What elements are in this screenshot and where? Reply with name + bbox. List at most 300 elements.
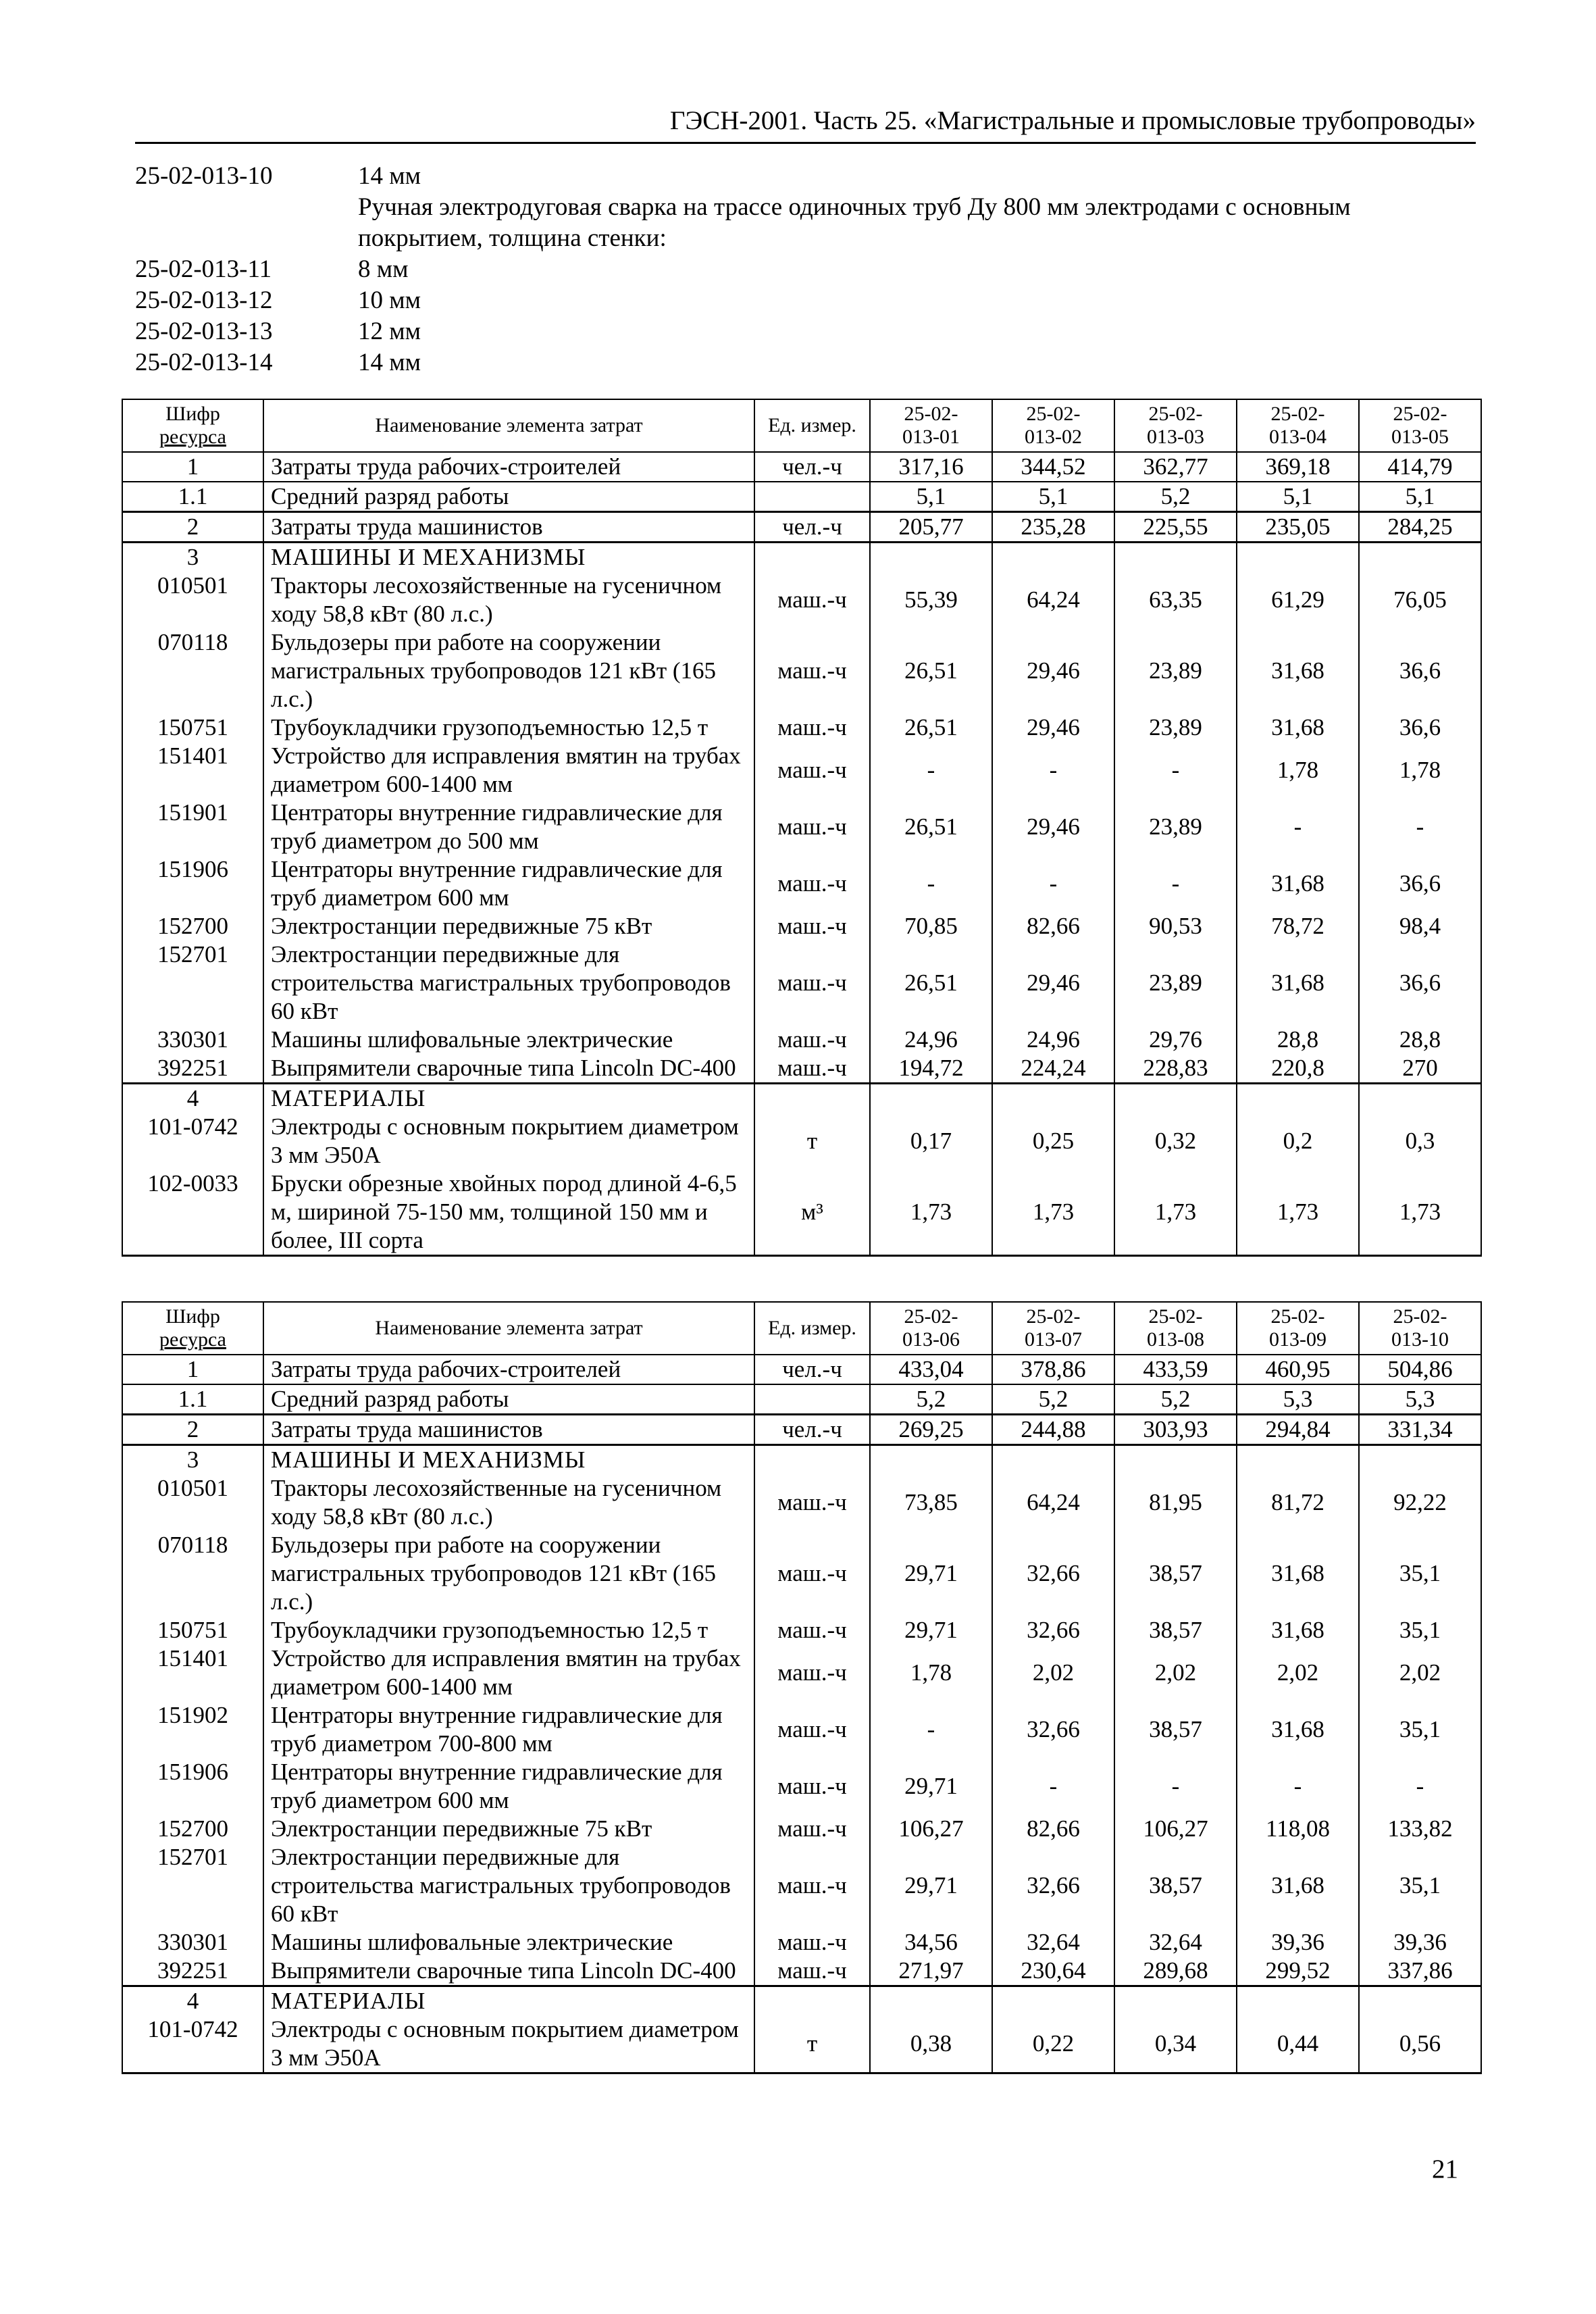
value-cell: 504,86	[1359, 1355, 1481, 1384]
value-cell: -	[870, 742, 992, 799]
header-name-cell: Наименование элемента затрат	[263, 1302, 754, 1355]
resource-table-1	[122, 399, 1482, 1257]
resource-code-cell: 070118	[122, 1531, 263, 1616]
value-cell: 31,68	[1237, 1843, 1359, 1928]
unit-cell: маш.-ч	[754, 1701, 870, 1758]
header-rate-line1: 25-02-	[1270, 1305, 1325, 1328]
resource-name-cell: Машины шлифовальные электрические	[263, 1026, 754, 1054]
value-cell: 64,24	[992, 1474, 1114, 1531]
value-cell: 230,64	[992, 1957, 1114, 1986]
table-row	[122, 940, 1481, 1026]
resource-code-cell: 330301	[122, 1928, 263, 1957]
header-rate-cell	[1359, 399, 1481, 452]
resource-code-cell: 010501	[122, 572, 263, 628]
value-cell: 31,68	[1237, 628, 1359, 713]
intro-text: 10 мм	[358, 286, 421, 314]
intro-code: 25-02-013-14	[135, 349, 273, 376]
value-cell: 1,73	[870, 1169, 992, 1256]
value-cell: 5,2	[1114, 482, 1237, 512]
value-cell: 220,8	[1237, 1054, 1359, 1084]
table-row	[122, 1616, 1481, 1644]
value-cell: 36,6	[1359, 940, 1481, 1026]
value-cell: 0,56	[1359, 2015, 1481, 2073]
table-row	[122, 1445, 1481, 1475]
value-cell: 5,2	[870, 1384, 992, 1415]
value-cell	[1237, 543, 1359, 572]
header-rate-cell	[1114, 1302, 1237, 1355]
table-row	[122, 912, 1481, 940]
header-name-cell: Наименование элемента затрат	[263, 399, 754, 452]
header-rate-cell	[992, 1302, 1114, 1355]
table-row	[122, 1113, 1481, 1169]
value-cell: 70,85	[870, 912, 992, 940]
resource-name-cell: Устройство для исправления вмятин на трубах диаметром 600-1400 мм	[263, 1644, 754, 1701]
value-cell: 35,1	[1359, 1843, 1481, 1928]
table-row	[122, 543, 1481, 572]
value-cell: 26,51	[870, 713, 992, 742]
header-rate-cell	[1237, 1302, 1359, 1355]
table-header-row	[122, 1302, 1481, 1355]
group-title-cell: МАТЕРИАЛЫ	[263, 1084, 754, 1113]
value-cell: 1,73	[1237, 1169, 1359, 1256]
unit-cell	[754, 1986, 870, 2016]
value-cell: 78,72	[1237, 912, 1359, 940]
value-cell: 433,59	[1114, 1355, 1237, 1384]
intro-text: Ручная электродуговая сварка на трассе одиночных труб Ду 800 мм электродами с основным покрытием, толщина стенки:	[358, 193, 1351, 252]
value-cell	[1114, 1445, 1237, 1475]
header-rate-line2: 013-02	[1025, 426, 1082, 448]
value-cell: 82,66	[992, 1815, 1114, 1843]
resource-code-cell: 4	[122, 1986, 263, 2016]
unit-cell: маш.-ч	[754, 1474, 870, 1531]
value-cell: 284,25	[1359, 512, 1481, 543]
resource-name-cell: Электростанции передвижные 75 кВт	[263, 1815, 754, 1843]
table-row	[122, 1758, 1481, 1815]
unit-cell: т	[754, 2015, 870, 2073]
value-cell: 0,38	[870, 2015, 992, 2073]
value-cell: -	[1237, 799, 1359, 855]
unit-cell: маш.-ч	[754, 855, 870, 912]
value-cell: -	[992, 1758, 1114, 1815]
unit-cell: маш.-ч	[754, 1758, 870, 1815]
resource-code-cell: 150751	[122, 713, 263, 742]
value-cell: 61,29	[1237, 572, 1359, 628]
value-cell: 38,57	[1114, 1616, 1237, 1644]
table-row	[122, 742, 1481, 799]
resource-code-cell: 151902	[122, 1701, 263, 1758]
unit-cell	[754, 543, 870, 572]
table-row	[122, 1928, 1481, 1957]
value-cell: 29,46	[992, 628, 1114, 713]
unit-cell: чел.-ч	[754, 1355, 870, 1384]
value-cell: 0,32	[1114, 1113, 1237, 1169]
resource-code-cell: 392251	[122, 1054, 263, 1084]
resource-table-2	[122, 1301, 1482, 2074]
value-cell	[1359, 1445, 1481, 1475]
value-cell	[992, 1084, 1114, 1113]
value-cell: 63,35	[1114, 572, 1237, 628]
unit-cell: маш.-ч	[754, 1957, 870, 1986]
value-cell: 269,25	[870, 1415, 992, 1445]
value-cell: 34,56	[870, 1928, 992, 1957]
resource-name-cell: Центраторы внутренние гидравлические для труб диаметром 600 мм	[263, 855, 754, 912]
header-code-line2: ресурса	[159, 1328, 226, 1351]
value-cell: 23,89	[1114, 628, 1237, 713]
resource-name-cell: Тракторы лесохозяйственные на гусеничном ходу 58,8 кВт (80 л.с.)	[263, 572, 754, 628]
table-row	[122, 512, 1481, 543]
value-cell: 299,52	[1237, 1957, 1359, 1986]
value-cell: 26,51	[870, 799, 992, 855]
resource-name-cell: Средний разряд работы	[263, 482, 754, 512]
value-cell: 118,08	[1237, 1815, 1359, 1843]
value-cell: 414,79	[1359, 452, 1481, 482]
value-cell: 289,68	[1114, 1957, 1237, 1986]
value-cell: 1,73	[992, 1169, 1114, 1256]
resource-name-cell: Электростанции передвижные для строительства магистральных трубопроводов 60 кВт	[263, 940, 754, 1026]
value-cell: 460,95	[1237, 1355, 1359, 1384]
value-cell: 0,17	[870, 1113, 992, 1169]
value-cell: 55,39	[870, 572, 992, 628]
value-cell: 38,57	[1114, 1531, 1237, 1616]
value-cell	[1114, 1986, 1237, 2016]
table-row	[122, 1169, 1481, 1256]
value-cell: 98,4	[1359, 912, 1481, 940]
header-code-cell	[122, 1302, 263, 1355]
unit-cell: маш.-ч	[754, 1616, 870, 1644]
value-cell: 82,66	[992, 912, 1114, 940]
table-row	[122, 1701, 1481, 1758]
value-cell: -	[870, 1701, 992, 1758]
resource-name-cell: Устройство для исправления вмятин на трубах диаметром 600-1400 мм	[263, 742, 754, 799]
resource-code-cell: 4	[122, 1084, 263, 1113]
table-row	[122, 1531, 1481, 1616]
value-cell: 270	[1359, 1054, 1481, 1084]
header-rate-line1: 25-02-	[1148, 1305, 1203, 1328]
header-rate-line2: 013-08	[1147, 1328, 1204, 1351]
value-cell: 23,89	[1114, 940, 1237, 1026]
header-rate-cell	[870, 1302, 992, 1355]
unit-cell: маш.-ч	[754, 572, 870, 628]
value-cell: 35,1	[1359, 1531, 1481, 1616]
unit-cell: маш.-ч	[754, 1815, 870, 1843]
resource-name-cell: Бульдозеры при работе на сооружении магистральных трубопроводов 121 кВт (165 л.с.)	[263, 1531, 754, 1616]
value-cell: 29,46	[992, 713, 1114, 742]
intro-text: 14 мм	[358, 162, 421, 190]
resource-code-cell: 3	[122, 1445, 263, 1475]
resource-code-cell: 151901	[122, 799, 263, 855]
resource-code-cell: 152701	[122, 940, 263, 1026]
value-cell: 0,22	[992, 2015, 1114, 2073]
value-cell: 303,93	[1114, 1415, 1237, 1445]
page-header-title: ГЭСН-2001. Часть 25. «Магистральные и промысловые трубопроводы»	[669, 106, 1476, 135]
table-row	[122, 1957, 1481, 1986]
value-cell: 369,18	[1237, 452, 1359, 482]
table-row	[122, 1986, 1481, 2016]
value-cell	[1237, 1445, 1359, 1475]
resource-code-cell: 151401	[122, 1644, 263, 1701]
value-cell: 64,24	[992, 572, 1114, 628]
value-cell: 5,3	[1359, 1384, 1481, 1415]
table-row	[122, 1026, 1481, 1054]
resource-code-cell: 1.1	[122, 1384, 263, 1415]
intro-text: 8 мм	[358, 255, 409, 283]
header-rate-line1: 25-02-	[1393, 403, 1447, 425]
resource-code-cell: 152701	[122, 1843, 263, 1928]
header-code-line2: ресурса	[159, 426, 226, 448]
value-cell: 106,27	[1114, 1815, 1237, 1843]
table-row	[122, 572, 1481, 628]
unit-cell: маш.-ч	[754, 1843, 870, 1928]
value-cell: 1,78	[1359, 742, 1481, 799]
table-row	[122, 1474, 1481, 1531]
value-cell: 23,89	[1114, 713, 1237, 742]
header-rate-line1: 25-02-	[904, 403, 958, 425]
value-cell: 32,66	[992, 1616, 1114, 1644]
unit-cell: чел.-ч	[754, 452, 870, 482]
value-cell: 362,77	[1114, 452, 1237, 482]
value-cell: 38,57	[1114, 1843, 1237, 1928]
value-cell: 337,86	[1359, 1957, 1481, 1986]
header-rate-line1: 25-02-	[1393, 1305, 1447, 1328]
table-row	[122, 1384, 1481, 1415]
resource-code-cell: 1	[122, 452, 263, 482]
unit-cell: чел.-ч	[754, 512, 870, 543]
value-cell: 0,2	[1237, 1113, 1359, 1169]
header-rate-cell	[992, 399, 1114, 452]
table-row	[122, 2015, 1481, 2073]
header-rate-line1: 25-02-	[1026, 1305, 1081, 1328]
value-cell: 26,51	[870, 940, 992, 1026]
header-rate-line2: 013-07	[1025, 1328, 1082, 1351]
value-cell: 2,02	[1114, 1644, 1237, 1701]
unit-cell: маш.-ч	[754, 940, 870, 1026]
header-code-line1: Шифр	[165, 1305, 220, 1328]
group-title-cell: МАШИНЫ И МЕХАНИЗМЫ	[263, 543, 754, 572]
resource-name-cell: Центраторы внутренние гидравлические для труб диаметром 700-800 мм	[263, 1701, 754, 1758]
unit-cell: маш.-ч	[754, 1054, 870, 1084]
header-rate-line2: 013-06	[902, 1328, 960, 1351]
value-cell: 133,82	[1359, 1815, 1481, 1843]
value-cell: 224,24	[992, 1054, 1114, 1084]
value-cell: 92,22	[1359, 1474, 1481, 1531]
value-cell: 39,36	[1237, 1928, 1359, 1957]
unit-cell	[754, 1384, 870, 1415]
table-header-row	[122, 399, 1481, 452]
value-cell: 32,66	[992, 1531, 1114, 1616]
value-cell: -	[870, 855, 992, 912]
intro-row	[135, 192, 1479, 254]
value-cell: 205,77	[870, 512, 992, 543]
value-cell: 32,64	[992, 1928, 1114, 1957]
group-title-cell: МАШИНЫ И МЕХАНИЗМЫ	[263, 1445, 754, 1475]
resource-name-cell: Трубоукладчики грузоподъемностью 12,5 т	[263, 1616, 754, 1644]
header-rate-cell	[1114, 399, 1237, 452]
unit-cell	[754, 1445, 870, 1475]
value-cell	[1114, 1084, 1237, 1113]
resource-name-cell: Бульдозеры при работе на сооружении магистральных трубопроводов 121 кВт (165 л.с.)	[263, 628, 754, 713]
resource-name-cell: Электростанции передвижные 75 кВт	[263, 912, 754, 940]
header-code-cell	[122, 399, 263, 452]
intro-row	[135, 254, 1479, 285]
resource-code-cell: 070118	[122, 628, 263, 713]
resource-code-cell: 102-0033	[122, 1169, 263, 1256]
resource-name-cell: Тракторы лесохозяйственные на гусеничном ходу 58,8 кВт (80 л.с.)	[263, 1474, 754, 1531]
resource-code-cell: 1	[122, 1355, 263, 1384]
resource-name-cell: Бруски обрезные хвойных пород длиной 4-6,5 м, шириной 75-150 мм, толщиной 150 мм и более, III сорта	[263, 1169, 754, 1256]
unit-cell: маш.-ч	[754, 1531, 870, 1616]
resource-code-cell: 1.1	[122, 482, 263, 512]
value-cell: 73,85	[870, 1474, 992, 1531]
value-cell: 32,66	[992, 1701, 1114, 1758]
value-cell: -	[1114, 742, 1237, 799]
value-cell: 244,88	[992, 1415, 1114, 1445]
value-cell: -	[992, 742, 1114, 799]
table-row	[122, 482, 1481, 512]
page-header	[135, 101, 1476, 144]
resource-code-cell: 151401	[122, 742, 263, 799]
value-cell	[1114, 543, 1237, 572]
value-cell: 0,34	[1114, 2015, 1237, 2073]
resource-code-cell: 151906	[122, 1758, 263, 1815]
resource-name-cell: Затраты труда машинистов	[263, 512, 754, 543]
value-cell: 31,68	[1237, 855, 1359, 912]
value-cell: 0,44	[1237, 2015, 1359, 2073]
intro-code	[135, 192, 358, 254]
value-cell	[1359, 1084, 1481, 1113]
resource-code-cell: 101-0742	[122, 1113, 263, 1169]
intro-row	[135, 347, 1479, 378]
header-rate-cell	[870, 399, 992, 452]
value-cell: 28,8	[1237, 1026, 1359, 1054]
value-cell: 5,1	[1359, 482, 1481, 512]
value-cell: 29,46	[992, 799, 1114, 855]
resource-name-cell: Электроды с основным покрытием диаметром 3 мм Э50А	[263, 2015, 754, 2073]
header-unit-cell: Ед. измер.	[754, 1302, 870, 1355]
value-cell: -	[1114, 855, 1237, 912]
value-cell: 90,53	[1114, 912, 1237, 940]
unit-cell: маш.-ч	[754, 1928, 870, 1957]
value-cell: 29,71	[870, 1843, 992, 1928]
value-cell	[1359, 1986, 1481, 2016]
unit-cell: чел.-ч	[754, 1415, 870, 1445]
table-row	[122, 855, 1481, 912]
unit-cell: маш.-ч	[754, 713, 870, 742]
value-cell: 26,51	[870, 628, 992, 713]
value-cell	[1237, 1084, 1359, 1113]
resource-name-cell: Средний разряд работы	[263, 1384, 754, 1415]
value-cell: 38,57	[1114, 1701, 1237, 1758]
intro-row	[135, 161, 1479, 192]
value-cell: 1,73	[1359, 1169, 1481, 1256]
value-cell: 5,1	[870, 482, 992, 512]
value-cell: 344,52	[992, 452, 1114, 482]
value-cell: 225,55	[1114, 512, 1237, 543]
intro-code: 25-02-013-13	[135, 318, 273, 345]
value-cell: 0,3	[1359, 1113, 1481, 1169]
value-cell: 76,05	[1359, 572, 1481, 628]
header-rate-line2: 013-10	[1391, 1328, 1449, 1351]
resource-code-cell: 2	[122, 512, 263, 543]
value-cell: 317,16	[870, 452, 992, 482]
header-rate-line2: 013-05	[1391, 426, 1449, 448]
value-cell: -	[1114, 1758, 1237, 1815]
unit-cell	[754, 482, 870, 512]
value-cell: 433,04	[870, 1355, 992, 1384]
value-cell	[870, 543, 992, 572]
value-cell: 31,68	[1237, 940, 1359, 1026]
unit-cell	[754, 1084, 870, 1113]
value-cell: 228,83	[1114, 1054, 1237, 1084]
value-cell: 31,68	[1237, 1531, 1359, 1616]
value-cell	[1359, 543, 1481, 572]
value-cell: 29,71	[870, 1531, 992, 1616]
header-rate-line2: 013-03	[1147, 426, 1204, 448]
value-cell: 5,2	[1114, 1384, 1237, 1415]
header-rate-line2: 013-01	[902, 426, 960, 448]
value-cell: 81,95	[1114, 1474, 1237, 1531]
value-cell: 331,34	[1359, 1415, 1481, 1445]
header-rate-line1: 25-02-	[1148, 403, 1203, 425]
resource-name-cell: Выпрямители сварочные типа Lincoln DC-400	[263, 1957, 754, 1986]
value-cell: 1,73	[1114, 1169, 1237, 1256]
value-cell: 23,89	[1114, 799, 1237, 855]
value-cell: 1,78	[870, 1644, 992, 1701]
resource-name-cell: Электроды с основным покрытием диаметром 3 мм Э50А	[263, 1113, 754, 1169]
value-cell: 36,6	[1359, 713, 1481, 742]
unit-cell: маш.-ч	[754, 1026, 870, 1054]
value-cell: 271,97	[870, 1957, 992, 1986]
intro-code: 25-02-013-12	[135, 286, 273, 314]
table-row	[122, 628, 1481, 713]
header-rate-cell	[1237, 399, 1359, 452]
value-cell: 39,36	[1359, 1928, 1481, 1957]
value-cell: 0,25	[992, 1113, 1114, 1169]
unit-cell: м³	[754, 1169, 870, 1256]
intro-block	[135, 161, 1479, 378]
value-cell: 31,68	[1237, 713, 1359, 742]
value-cell: 35,1	[1359, 1701, 1481, 1758]
intro-row	[135, 316, 1479, 347]
resource-code-cell: 010501	[122, 1474, 263, 1531]
value-cell: 24,96	[992, 1026, 1114, 1054]
value-cell: 28,8	[1359, 1026, 1481, 1054]
unit-cell: т	[754, 1113, 870, 1169]
intro-code: 25-02-013-11	[135, 255, 272, 283]
value-cell: 5,2	[992, 1384, 1114, 1415]
value-cell: 36,6	[1359, 628, 1481, 713]
table-row	[122, 1355, 1481, 1384]
value-cell: -	[1237, 1758, 1359, 1815]
value-cell: 2,02	[1359, 1644, 1481, 1701]
value-cell: 294,84	[1237, 1415, 1359, 1445]
value-cell: -	[992, 855, 1114, 912]
intro-row	[135, 285, 1479, 316]
header-rate-line1: 25-02-	[1026, 403, 1081, 425]
value-cell: 5,1	[992, 482, 1114, 512]
unit-cell: маш.-ч	[754, 1644, 870, 1701]
header-rate-line2: 013-09	[1269, 1328, 1327, 1351]
value-cell	[870, 1986, 992, 2016]
intro-text: 12 мм	[358, 318, 421, 345]
unit-cell: маш.-ч	[754, 912, 870, 940]
header-rate-line2: 013-04	[1269, 426, 1327, 448]
value-cell	[1237, 1986, 1359, 2016]
value-cell	[992, 1445, 1114, 1475]
value-cell	[992, 1986, 1114, 2016]
value-cell	[992, 543, 1114, 572]
page-number: 21	[1432, 2155, 1458, 2184]
table-row	[122, 1644, 1481, 1701]
